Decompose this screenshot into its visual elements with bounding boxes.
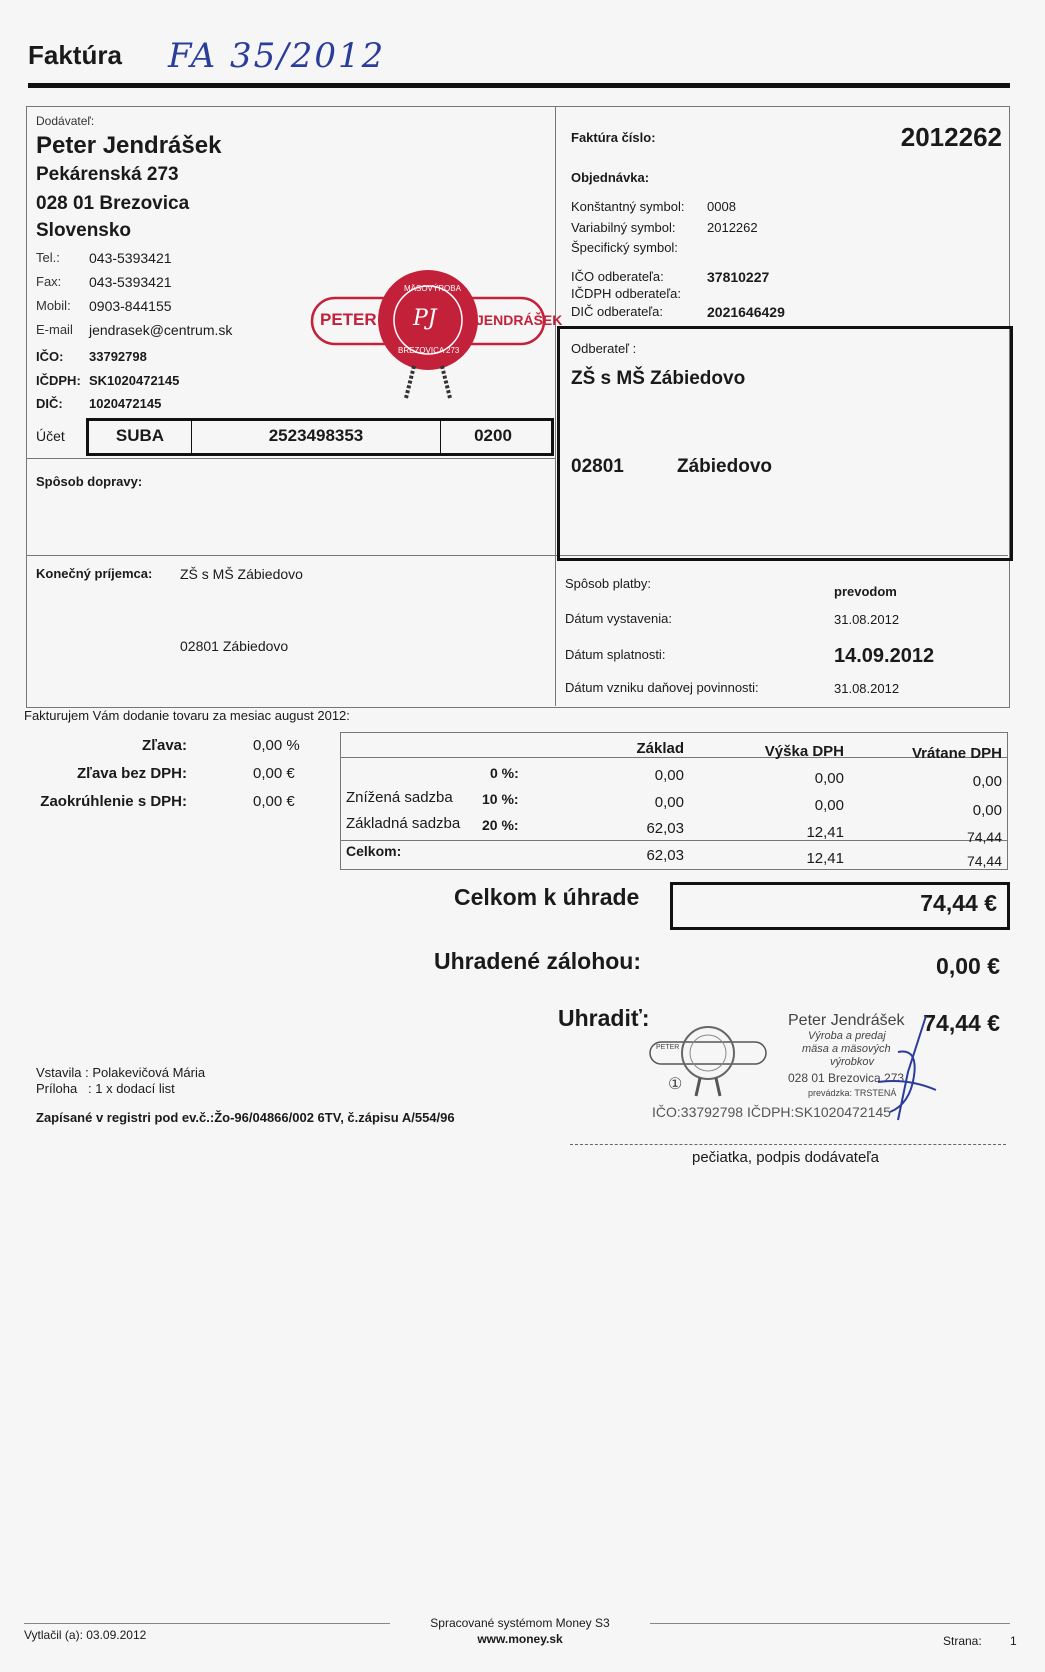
account-bank-code: 0200 xyxy=(474,426,512,445)
vat-row-0-rate: 0 %: xyxy=(490,765,519,781)
customer-ico: 37810227 xyxy=(707,269,770,285)
vat-header-vat: Výška DPH xyxy=(764,743,844,760)
supplier-dic: 1020472145 xyxy=(89,396,162,411)
footer-rule-left xyxy=(24,1623,390,1624)
payment-method-value: prevodom xyxy=(834,584,897,599)
footer-rule-right xyxy=(650,1623,1010,1624)
stamp-logo-graphic xyxy=(648,1020,768,1100)
stamp-line-5: prevádzka: TRSTENÁ xyxy=(808,1088,897,1098)
registry-note: Zapísané v registri pod ev.č.:Žo-96/04866/002 6TV, č.zápisu A/554/96 xyxy=(36,1110,455,1125)
discount-value: 0,00 % xyxy=(253,737,300,754)
vat-row-2-base: 62,03 xyxy=(646,820,684,837)
customer-icdph-label: IČDPH odberateľa: xyxy=(571,286,682,301)
stamp-line-2: mäsa a mäsových xyxy=(802,1043,891,1055)
supplier-icdph-label: IČDPH: xyxy=(36,373,81,388)
vat-row-1-vat: 0,00 xyxy=(814,797,844,814)
vat-total-vat: 12,41 xyxy=(806,850,844,867)
constant-symbol-value: 0008 xyxy=(707,199,736,214)
intro-text: Fakturujem Vám dodanie tovaru za mesiac august 2012: xyxy=(24,708,350,723)
transport-label: Spôsob dopravy: xyxy=(36,474,143,489)
supplier-account-divider xyxy=(26,458,556,459)
attachment: Príloha : 1 x dodací list xyxy=(36,1081,175,1096)
handwritten-invoice-note: FA 35/2012 xyxy=(168,36,386,76)
vat-row-2-vat: 12,41 xyxy=(806,824,844,841)
rounding-value: 0,00 € xyxy=(253,793,295,810)
variable-symbol-value: 2012262 xyxy=(707,220,758,235)
stamp-line-1: Výroba a predaj xyxy=(808,1030,886,1042)
logo-text-left: PETER xyxy=(320,310,377,329)
stamp-caption: pečiatka, podpis dodávateľa xyxy=(692,1149,880,1166)
stamp-number: ① xyxy=(668,1076,683,1093)
recipient-label: Konečný príjemca: xyxy=(36,566,153,581)
to-pay-label: Uhradiť: xyxy=(558,1005,650,1031)
company-logo xyxy=(310,262,563,402)
frame-divider-vertical xyxy=(555,106,556,706)
contact-mobile-label: Mobil: xyxy=(36,298,71,313)
due-date-value: 14.09.2012 xyxy=(834,645,935,667)
contact-email-value: jendrasek@centrum.sk xyxy=(89,322,233,338)
customer-city: Zábiedovo xyxy=(677,456,773,477)
vat-row-0-vat: 0,00 xyxy=(814,770,844,787)
issued-by: Vstavila : Polakevičová Mária xyxy=(36,1065,206,1080)
customer-ico-label: IČO odberateľa: xyxy=(571,269,664,284)
customer-dic: 2021646429 xyxy=(707,304,785,320)
supplier-icdph: SK1020472145 xyxy=(89,373,180,388)
supplier-name: Peter Jendrášek xyxy=(36,132,222,159)
stamp-line-4: 028 01 Brezovica 273 xyxy=(788,1071,905,1085)
vat-total-base: 62,03 xyxy=(646,847,684,864)
contact-email-label: E-mail xyxy=(36,322,73,337)
customer-box xyxy=(557,326,1013,561)
contact-fax-value: 043-5393421 xyxy=(89,274,172,290)
vat-row-0-base: 0,00 xyxy=(654,767,684,784)
signature-line xyxy=(570,1144,1006,1145)
logo-ring-top: MÄSOVÝROBA xyxy=(404,284,461,293)
logo-ring-bottom: BREZOVICA 273 xyxy=(398,346,460,355)
supplier-ico-label: IČO: xyxy=(36,349,64,364)
customer-dic-label: DIČ odberateľa: xyxy=(571,304,663,319)
variable-symbol-label: Variabilný symbol: xyxy=(571,220,676,235)
advance-label: Uhradené zálohou: xyxy=(434,948,642,974)
contact-mobile-value: 0903-844155 xyxy=(89,298,172,314)
constant-symbol-label: Konštantný symbol: xyxy=(571,199,685,214)
customer-label: Odberateľ : xyxy=(571,341,637,356)
invoice-number-label: Faktúra číslo: xyxy=(571,130,656,145)
contact-fax-label: Fax: xyxy=(36,274,62,289)
advance-value: 0,00 € xyxy=(936,953,1000,979)
stamp-ids: IČO:33792798 IČDPH:SK1020472145 xyxy=(652,1104,891,1120)
vat-row-1-rate: 10 %: xyxy=(482,791,519,807)
vat-row-2-name: Základná sadzba xyxy=(346,815,461,832)
recipient-address: 02801 Zábiedovo xyxy=(180,638,289,654)
vat-header-base: Základ xyxy=(636,740,684,757)
supplier-street: Pekárenská 273 xyxy=(36,164,179,185)
issue-date-value: 31.08.2012 xyxy=(834,612,900,627)
stamp-logo-text: PETER xyxy=(656,1044,680,1051)
tax-date-label: Dátum vzniku daňovej povinnosti: xyxy=(565,680,759,695)
specific-symbol-label: Špecifický symbol: xyxy=(571,240,678,255)
amount-due-value: 74,44 € xyxy=(920,890,997,916)
supplier-country: Slovensko xyxy=(36,220,132,241)
customer-zip: 02801 xyxy=(571,456,624,477)
printed-date: Vytlačil (a): 03.09.2012 xyxy=(24,1628,147,1642)
supplier-ico: 33792798 xyxy=(89,349,147,364)
discount-label: Zľava: xyxy=(142,737,187,754)
vat-row-1-base: 0,00 xyxy=(654,794,684,811)
tax-date-value: 31.08.2012 xyxy=(834,681,900,696)
discount-net-label: Zľava bez DPH: xyxy=(77,765,187,782)
vat-row-1-total: 0,00 xyxy=(972,802,1002,819)
supplier-dic-label: DIČ: xyxy=(36,396,63,411)
vat-row-2-rate: 20 %: xyxy=(482,817,519,833)
logo-monogram: PJ xyxy=(413,306,437,331)
rounding-label: Zaokrúhlenie s DPH: xyxy=(40,793,187,810)
to-pay-value: 74,44 € xyxy=(923,1010,1000,1036)
vat-row-1-name: Znížená sadzba xyxy=(346,789,453,806)
supplier-stamp xyxy=(648,1012,948,1130)
header-rule xyxy=(28,83,1010,88)
contact-tel-value: 043-5393421 xyxy=(89,250,172,266)
discount-net-value: 0,00 € xyxy=(253,765,295,782)
software-website: www.money.sk xyxy=(477,1632,563,1646)
recipient-name: ZŠ s MŠ Zábiedovo xyxy=(180,566,303,582)
vat-row-0-total: 0,00 xyxy=(972,773,1002,790)
software-note: Spracované systémom Money S3 xyxy=(430,1616,610,1630)
account-label: Účet xyxy=(36,428,65,444)
page-label: Strana: xyxy=(943,1634,982,1648)
issue-date-label: Dátum vystavenia: xyxy=(565,611,672,626)
logo-text-right: JENDRÁŠEK xyxy=(476,312,563,328)
payment-method-label: Spôsob platby: xyxy=(565,576,652,591)
stamp-name: Peter Jendrášek xyxy=(788,1012,905,1029)
signature-graphic xyxy=(868,1012,948,1130)
due-date-label: Dátum splatnosti: xyxy=(565,647,666,662)
account-bank: SUBA xyxy=(115,426,165,445)
invoice-number: 2012262 xyxy=(900,122,1002,152)
stamp-line-3: výrobkov xyxy=(830,1056,875,1068)
contact-tel-label: Tel.: xyxy=(36,250,60,265)
logo-graphic xyxy=(310,262,546,402)
order-label: Objednávka: xyxy=(571,170,650,185)
vat-header-total: Vrátane DPH xyxy=(911,745,1002,762)
account-number: 2523498353 xyxy=(268,426,364,445)
vat-row-2-total: 74,44 xyxy=(966,829,1002,845)
page-number: 1 xyxy=(1010,1634,1017,1648)
customer-name: ZŠ s MŠ Zábiedovo xyxy=(571,368,746,389)
vat-total-total: 74,44 xyxy=(966,853,1002,869)
amount-due-label: Celkom k úhrade xyxy=(454,884,640,910)
document-title: Faktúra xyxy=(28,40,122,70)
supplier-label: Dodávateľ: xyxy=(36,114,95,128)
vat-total-label: Celkom: xyxy=(346,843,402,859)
supplier-city: 028 01 Brezovica xyxy=(36,193,190,214)
